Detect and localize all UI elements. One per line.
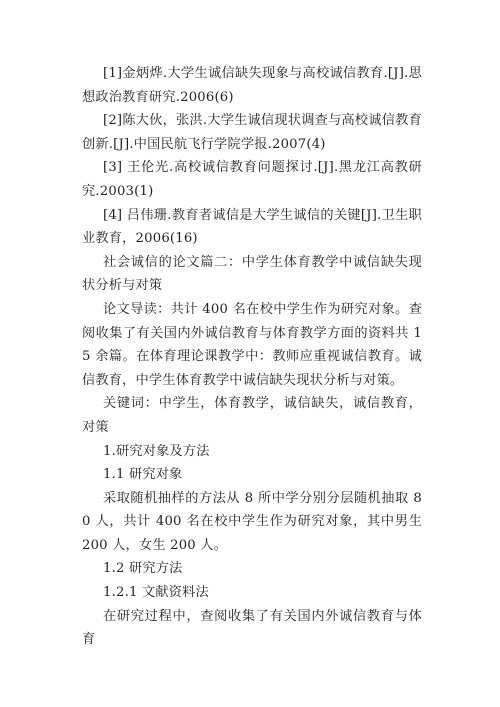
section-1-2-1-body: 在研究过程中，查阅收集了有关国内外诚信教育与体育 xyxy=(82,608,422,648)
reference-4: [4] 吕伟珊.教育者诚信是大学生诚信的关键[J].卫生职业教育，2006(16) xyxy=(82,207,422,247)
document-page xyxy=(82,62,422,652)
article-heading: 社会诚信的论文篇二：中学生体育教学中诚信缺失现状分析与对策 xyxy=(82,254,422,294)
section-1-1-body: 采取随机抽样的方法从 8 所中学分别分层随机抽取 80 人，共计 400 名在校中学生作为研究对象，其中男生 200 人，女生 200 人。 xyxy=(82,490,422,553)
section-1-2-title: 1.2 研究方法 xyxy=(103,561,183,577)
section-1-title: 1.研究对象及方法 xyxy=(103,443,210,459)
section-1-1-title: 1.1 研究对象 xyxy=(103,467,183,483)
reference-1: [1]金炳烨.大学生诚信缺失现象与高校诚信教育.[J].思想政治教育研究.2006(6) xyxy=(82,66,422,105)
section-1-2-1-title: 1.2.1 文献资料法 xyxy=(103,585,209,601)
abstract-paragraph: 论文导读：共计 400 名在校中学生作为研究对象。查阅收集了有关国内外诚信教育与体育教学方面的资料共 15 余篇。在体育理论课教学中：教师应重视诚信教育。诚信教育，中学生体育教学中诚信缺失现状分析与对策。 xyxy=(82,301,422,388)
reference-2: [2]陈大伙，张洪.大学生诚信现状调查与高校诚信教育创新.[J].中国民航飞行学院学报.2007(4) xyxy=(82,113,422,152)
keywords-line: 关键词：中学生，体育教学，诚信缺失，诚信教育，对策 xyxy=(82,396,422,435)
reference-3: [3] 王伦光.高校诚信教育问题探讨.[J].黑龙江高教研究.2003(1) xyxy=(82,160,422,199)
